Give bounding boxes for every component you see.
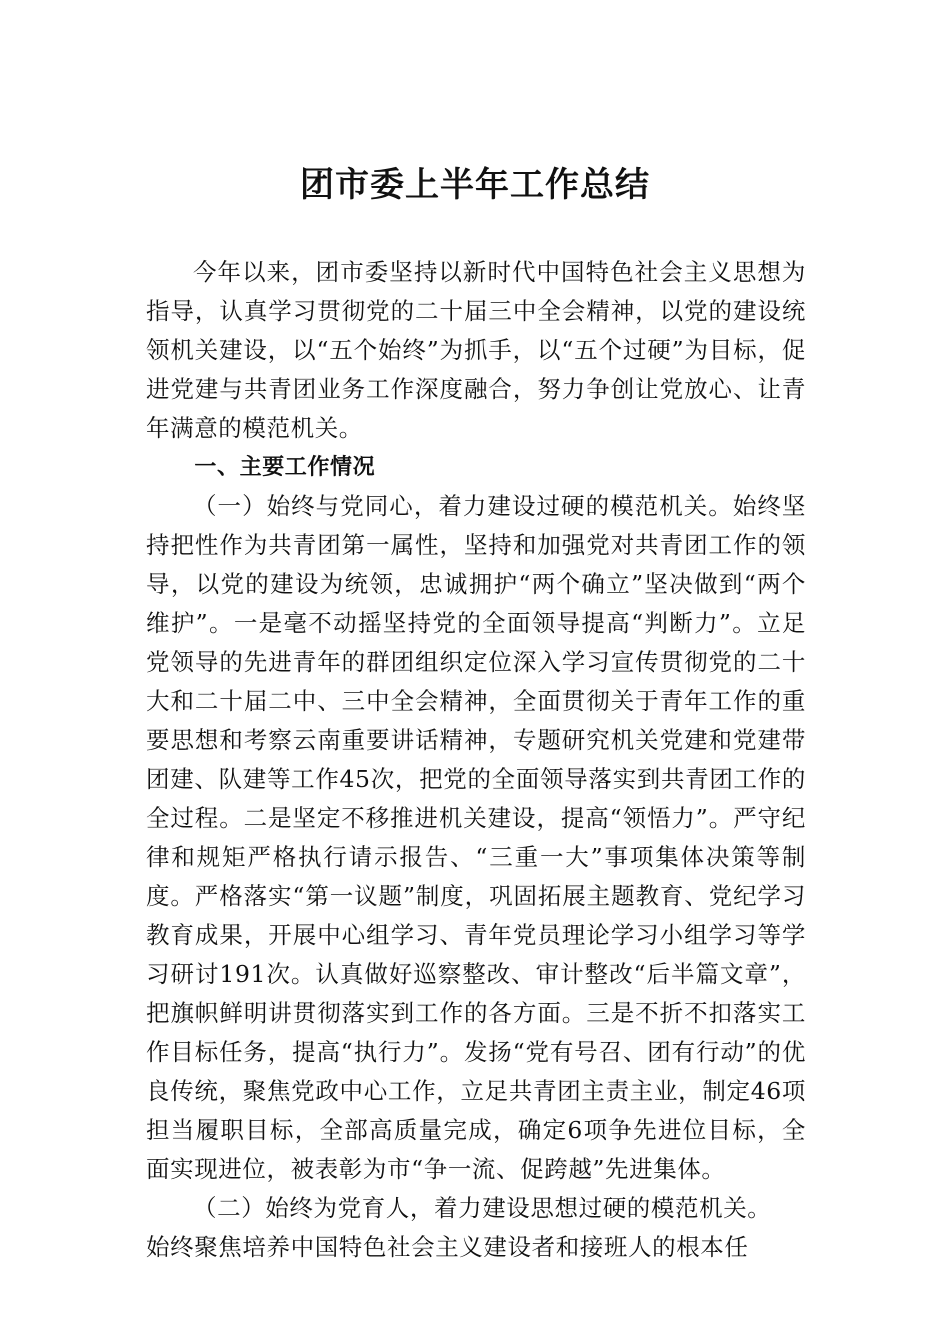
subsection-1-paragraph: [146, 487, 806, 1189]
section-heading: 一、主要工作情况: [194, 455, 376, 480]
subsection-2-heading: （二）始终为党育人，着力建设思想过硬的模范机关。: [193, 1194, 772, 1222]
intro-paragraph: 今年以来，团市委坚持以新时代中国特色社会主义思想为指导，认真学习贯彻党的二十届三中全会精神，以党的建设统领机关建设，以“五个始终”为抓手，以“五个过硬”为目标，促进党建与共青团业务工作深度融合，努力争创让党放心、让青年满意的模范机关。: [146, 258, 806, 442]
subsection-2-body: 始终聚焦培养中国特色社会主义建设者和接班人的根本任: [146, 1233, 749, 1261]
subsection-1-body: 始终坚持把性作为共青团第一属性，坚持和加强党对共青团工作的领导，以党的建设为统领，忠诚拥护“两个确立”坚决做到“两个维护”。一是毫不动摇坚持党的全面领导提高“判断力”。立足党领导的先进青年的群团组织定位深入学习宣传贯彻党的二十大和二十届二中、三中全会精神，全面贯彻关于青年工作的重要思想和考察云南重要讲话精神，专题研究机关党建和党建带团建、队建等工作45次，把党的全面领导落实到共青团工作的全过程。二是坚定不移推进机关建设，提高“领悟力”。严守纪律和规矩严格执行请示报告、“三重一大”事项集体决策等制度。严格落实“第一议题”制度，巩固拓展主题教育、党纪学习教育成果，开展中心组学习、青年党员理论学习小组学习等学习研讨191次。认真做好巡察整改、审计整改“后半篇文章”，把旗帜鲜明讲贯彻落实到工作的各方面。三是不折不扣落实工作目标任务，提高“执行力”。发扬“党有号召、团有行动”的优良传统，聚焦党政中心工作，立足共青团主责主业，制定46项担当履职目标，全部高质量完成，确定6项争先进位目标，全面实现进位，被表彰为市“争一流、促跨越”先进集体。: [146, 492, 806, 1183]
subsection-2-heading-line: [146, 1189, 806, 1228]
document-body: [146, 253, 806, 1267]
document-title: 团市委上半年工作总结: [300, 165, 650, 205]
subsection-1-heading: （一）始终与党同心，着力建设过硬的模范机关。: [193, 492, 733, 520]
